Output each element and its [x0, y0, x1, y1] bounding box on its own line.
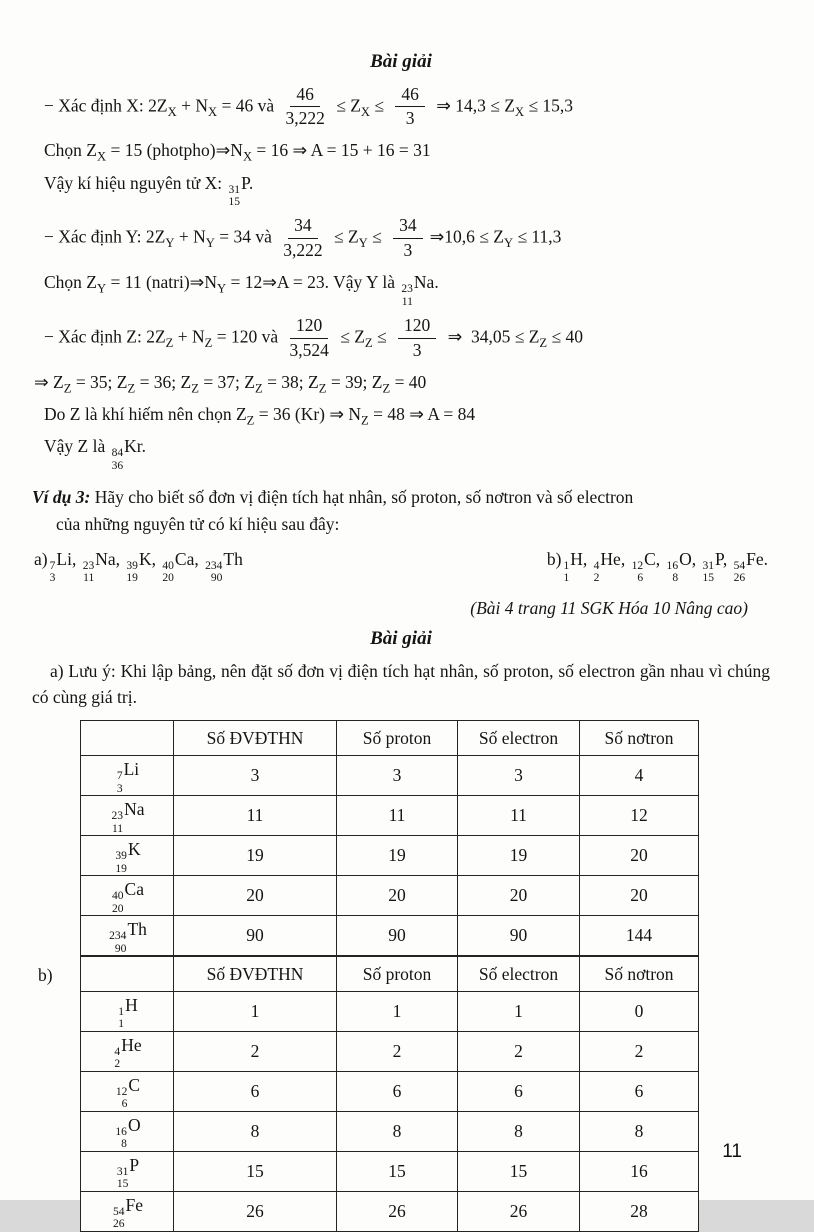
- line-x-choose: Chọn $Z_X = 15$ $(photpho)\Rightarrow N_X = 16$ ⇒ A = 15 + 16 = 31: [44, 140, 431, 164]
- value-cell: 1: [174, 991, 337, 1031]
- isotope-notation: 23 11 Na: [82, 548, 116, 585]
- page-number: 11: [722, 1140, 742, 1162]
- value-cell: 11: [458, 796, 580, 836]
- value-cell: 16: [580, 1151, 699, 1191]
- column-header: [81, 721, 174, 756]
- table-row: [81, 756, 699, 796]
- answer-tables: [38, 720, 694, 1232]
- isotope-cell: [81, 1151, 174, 1191]
- value-cell: 1: [337, 991, 458, 1031]
- value-cell: 90: [174, 916, 337, 956]
- table-row: [81, 1031, 699, 1071]
- value-cell: 2: [580, 1031, 699, 1071]
- example-3-text-line2: của những nguyên tử có kí hiệu sau đây:: [56, 513, 340, 534]
- fraction: $\frac{46}{3}$: [395, 84, 425, 131]
- value-cell: 8: [580, 1111, 699, 1151]
- isotope-cell: [81, 836, 174, 876]
- table-row: [81, 1151, 699, 1191]
- isotope-notation: 84 36 Kr: [111, 436, 142, 472]
- isotope-cell: [81, 876, 174, 916]
- isotope-notation: 1 1 H: [118, 994, 138, 1031]
- isotope-notation: 31 15 P: [228, 172, 249, 208]
- value-cell: 26: [458, 1191, 580, 1231]
- value-cell: 144: [580, 916, 699, 956]
- column-header: [81, 956, 174, 991]
- value-cell: 90: [337, 916, 458, 956]
- isotope-notation: 7 3 Li: [116, 759, 140, 795]
- value-cell: 19: [174, 836, 337, 876]
- isotope-cell: [81, 756, 174, 796]
- fraction: $\frac{120}{3}$: [398, 315, 436, 362]
- value-cell: 20: [458, 876, 580, 916]
- example-3-text: Hãy cho biết số đơn vị điện tích hạt nhân, số proton, số nơtron và số electron: [90, 487, 634, 508]
- table-row: [81, 991, 699, 1031]
- value-cell: 6: [458, 1071, 580, 1111]
- value-cell: 20: [337, 876, 458, 916]
- isotope-notation: 12 6 C: [631, 548, 656, 585]
- value-cell: 20: [174, 876, 337, 916]
- value-cell: 90: [458, 916, 580, 956]
- line-x-equation: − Xác định X: $2Z_X + N_X = 46$ và $\frac{46}{3,222}$ ≤ $Z_X$ ≤ $\frac{46}{3}$ ⇒ $14,3 \le Z_X \le 15,3$: [44, 83, 574, 129]
- value-cell: 3: [174, 756, 337, 796]
- table-row: [81, 836, 699, 876]
- isotope-cell: [81, 796, 174, 836]
- answer-table-a: [80, 720, 699, 956]
- column-header: Số ĐVĐTHN: [174, 721, 337, 756]
- table-row: [81, 876, 699, 916]
- value-cell: 6: [580, 1071, 699, 1111]
- column-header: Số electron: [458, 956, 580, 991]
- value-cell: 2: [458, 1031, 580, 1071]
- isotope-list-b: b) 1 1 H, 4 2 He, 12 6 C, 16 8 O, 31 15 P, 54 26 Fe.: [546, 548, 768, 585]
- solution-heading-2: Bài giải: [370, 628, 432, 650]
- isotope-list-a: a) 7 3 Li, 23 11 Na, 39 19 K, 40 20 Ca, 234 90 Th: [34, 548, 243, 585]
- table-row: [81, 1111, 699, 1151]
- line-y-choose: Chọn $Z_Y = 11$ $(natri)\Rightarrow N_Y$ = 12⇒A = 23. Vậy Y là 23 11 Na.: [44, 272, 439, 308]
- isotope-notation: 31 15 P: [702, 548, 723, 585]
- value-cell: 11: [174, 796, 337, 836]
- isotope-notation: 7 3 Li: [49, 548, 72, 585]
- isotope-cell: [81, 991, 174, 1031]
- isotope-notation: 23 11 Na: [401, 272, 435, 308]
- example-3-label: Ví dụ 3:: [32, 487, 91, 508]
- answer-table-b: [80, 956, 699, 1232]
- value-cell: 6: [174, 1071, 337, 1111]
- column-header: Số electron: [458, 721, 580, 756]
- example-isotope-lists: [34, 546, 768, 585]
- fraction: $\frac{46}{3,222}$: [285, 83, 325, 129]
- value-cell: 8: [337, 1111, 458, 1151]
- table-b-label: b): [38, 964, 53, 985]
- table-header-row: [81, 721, 699, 756]
- isotope-notation: 1 1 H: [563, 548, 583, 585]
- value-cell: 26: [337, 1191, 458, 1231]
- value-cell: 12: [580, 796, 699, 836]
- table-row: [81, 916, 699, 956]
- value-cell: 15: [174, 1151, 337, 1191]
- fraction: $\frac{34}{3}$: [393, 215, 423, 262]
- value-cell: 8: [458, 1111, 580, 1151]
- isotope-notation: 16 8 O: [115, 1114, 141, 1151]
- fraction: $\frac{120}{3,524}$: [289, 315, 329, 361]
- fraction: $\frac{34}{3,222}$: [283, 215, 323, 261]
- line-y-equation: − Xác định Y: $2Z_Y + N_Y = 34$ và $\frac{34}{3,222}$ ≤ $Z_Y$ ≤ $\frac{34}{3}$ ⇒10,6 ≤ $Z_Y \le 11,3$: [44, 215, 562, 261]
- value-cell: 19: [337, 836, 458, 876]
- line-z-equation: − Xác định Z: $2Z_Z + N_Z = 120$ và $\frac{120}{3,524}$ ≤ $Z_Z$ ≤ $\frac{120}{3}$ ⇒ $34,05 \le Z_Z \le 40$: [44, 315, 583, 361]
- column-header: Số proton: [337, 721, 458, 756]
- isotope-cell: [81, 1191, 174, 1231]
- isotope-notation: 40 20 Ca: [162, 548, 195, 585]
- value-cell: 3: [458, 756, 580, 796]
- isotope-cell: [81, 1031, 174, 1071]
- isotope-notation: 234 90 Th: [109, 919, 147, 955]
- isotope-notation: 234 90 Th: [205, 548, 243, 585]
- column-header: Số proton: [337, 956, 458, 991]
- isotope-notation: 4 2 He: [114, 1034, 142, 1071]
- isotope-notation: 39 19 K: [115, 839, 141, 875]
- table-row: [81, 796, 699, 836]
- value-cell: 28: [580, 1191, 699, 1231]
- value-cell: 3: [337, 756, 458, 796]
- value-cell: 15: [458, 1151, 580, 1191]
- value-cell: 0: [580, 991, 699, 1031]
- line-z-values: ⇒ $Z_Z = 35$; $Z_Z = 36$; $Z_Z = 37$; $Z_Z = 38$; $Z_Z = 39$; $Z_Z = 40$: [34, 371, 427, 396]
- value-cell: 8: [174, 1111, 337, 1151]
- line-x-conclusion: Vậy kí hiệu nguyên tử X: 31 15 P.: [44, 172, 254, 208]
- table-row: [81, 1191, 699, 1231]
- table-header-row: [81, 956, 699, 991]
- isotope-cell: [81, 1071, 174, 1111]
- value-cell: 11: [337, 796, 458, 836]
- isotope-notation: 40 20 Ca: [112, 879, 144, 915]
- answer-table-b-box: [38, 956, 694, 1232]
- value-cell: 20: [580, 876, 699, 916]
- example-3-intro: [32, 484, 770, 537]
- value-cell: 4: [580, 756, 699, 796]
- value-cell: 1: [458, 991, 580, 1031]
- line-z-choose: Do Z là khí hiếm nên chọn $Z_Z = 36$ (Kr) ⇒ $N_Z = 48$ ⇒ A = 84: [44, 404, 476, 428]
- column-header: Số nơtron: [580, 956, 699, 991]
- solution-heading-1: Bài giải: [370, 51, 432, 72]
- note-paragraph: a) Lưu ý: Khi lập bảng, nên đặt số đơn vị điện tích hạt nhân, số proton, số electron gần nhau vì chúng có cùng giá trị.: [32, 660, 770, 707]
- isotope-notation: 23 11 Na: [111, 799, 145, 835]
- exercise-source: (Bài 4 trang 11 SGK Hóa 10 Nâng cao): [470, 597, 748, 618]
- column-header: Số nơtron: [580, 721, 699, 756]
- value-cell: 20: [580, 836, 699, 876]
- isotope-notation: 16 8 O: [666, 548, 692, 585]
- value-cell: 15: [337, 1151, 458, 1191]
- isotope-cell: [81, 916, 174, 956]
- column-header: Số ĐVĐTHN: [174, 956, 337, 991]
- table-row: [81, 1071, 699, 1111]
- line-z-conclusion: Vậy Z là 84 36 Kr.: [44, 436, 147, 472]
- isotope-cell: [81, 1111, 174, 1151]
- isotope-notation: 54 26 Fe: [733, 548, 764, 585]
- value-cell: 2: [337, 1031, 458, 1071]
- isotope-notation: 4 2 He: [593, 548, 621, 585]
- isotope-notation: 31 15 P: [116, 1154, 140, 1191]
- value-cell: 6: [337, 1071, 458, 1111]
- isotope-notation: 39 19 K: [126, 548, 152, 585]
- value-cell: 26: [174, 1191, 337, 1231]
- isotope-notation: 12 6 C: [115, 1074, 141, 1111]
- isotope-notation: 54 26 Fe: [112, 1194, 144, 1231]
- value-cell: 2: [174, 1031, 337, 1071]
- value-cell: 19: [458, 836, 580, 876]
